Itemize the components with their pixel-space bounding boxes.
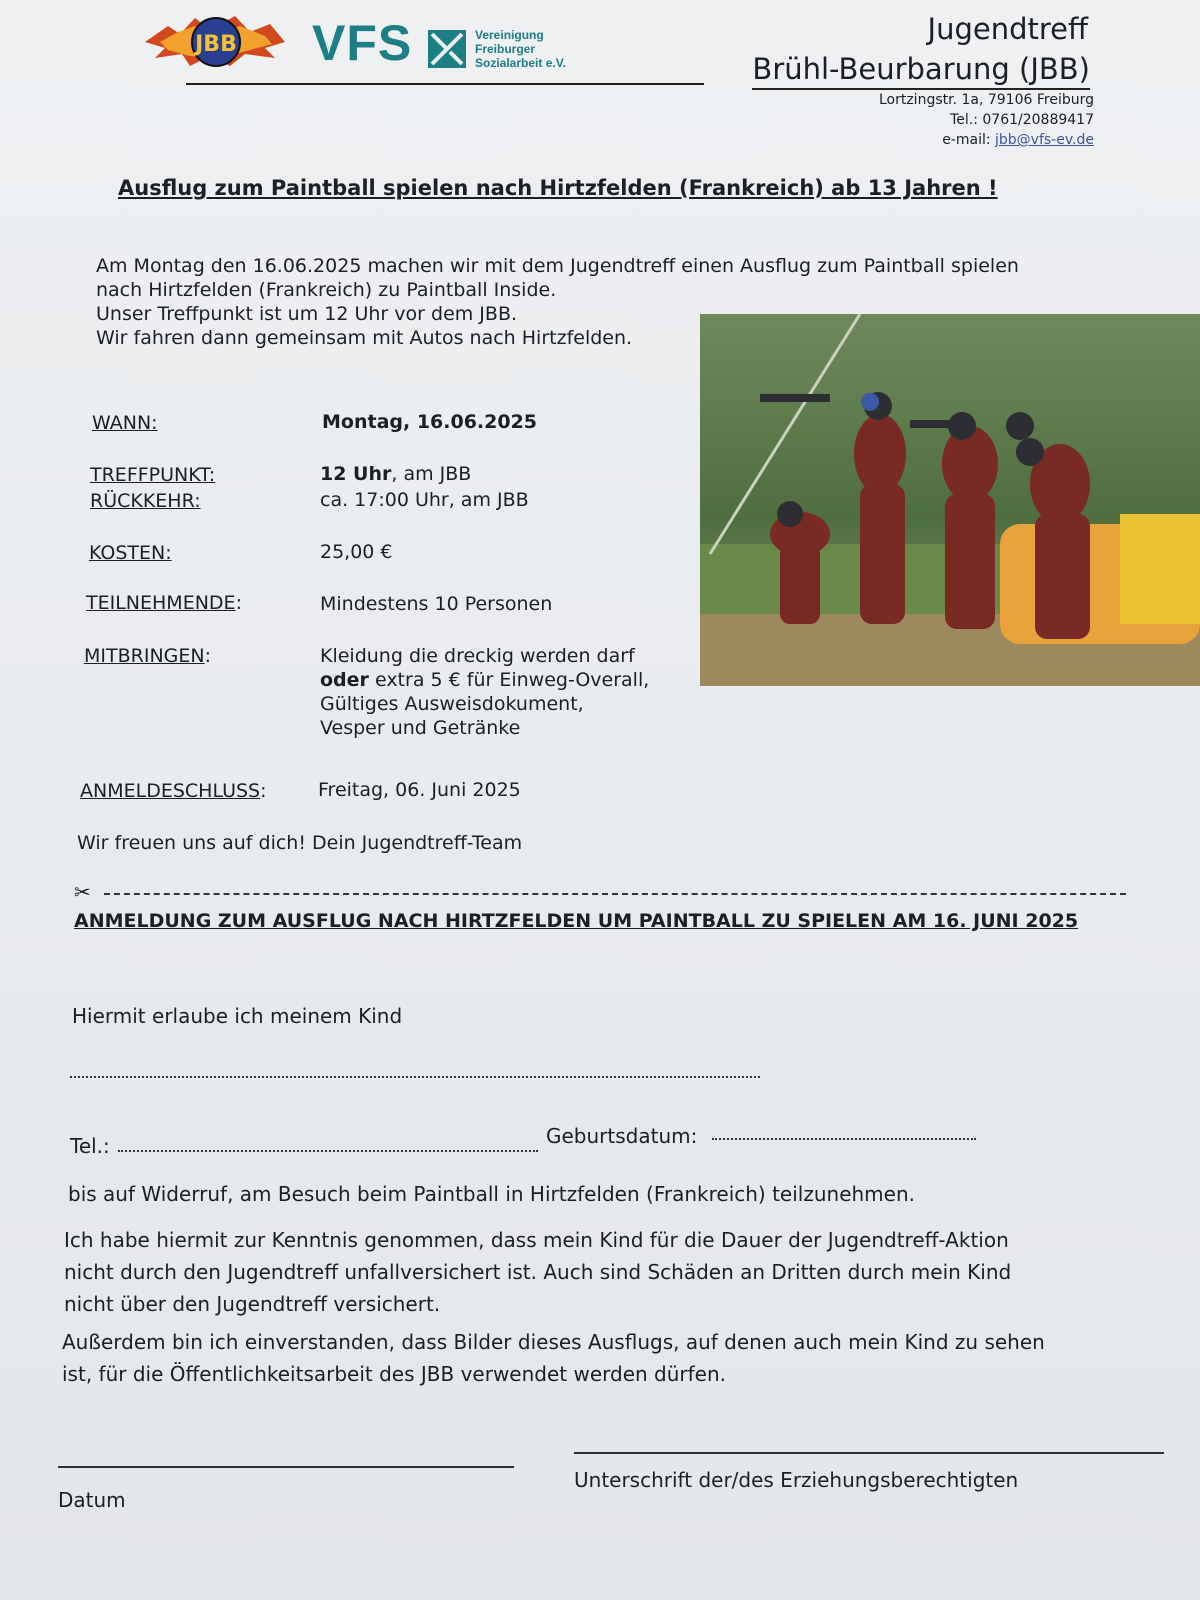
jbb-logo-text: JBB [195, 32, 237, 57]
participate-text: bis auf Widerruf, am Besuch beim Paintball in Hirtzfelden (Frankreich) teilzunehmen. [68, 1182, 915, 1206]
treffpunkt-value: 12 Uhr, am JBB [320, 463, 472, 485]
email-label: e-mail: [942, 132, 996, 148]
flyer-title: Ausflug zum Paintball spielen nach Hirtzfelden (Frankreich) ab 13 Jahren ! [118, 176, 998, 200]
org-name-line1: Jugendtreff [927, 12, 1088, 46]
anmeldeschluss-label: ANMELDESCHLUSS: [80, 780, 267, 802]
signature-line[interactable] [574, 1452, 1164, 1454]
vfs-subtitle: Vereinigung Freiburger Sozialarbeit e.V. [475, 28, 566, 70]
paintball-photo [700, 314, 1200, 686]
jbb-logo [140, 8, 290, 70]
tel-field[interactable] [118, 1150, 538, 1152]
teilnehmende-label: TEILNEHMENDE: [86, 592, 242, 614]
child-name-field[interactable] [70, 1076, 760, 1078]
date-label: Datum [58, 1488, 126, 1512]
org-name-line2: Brühl-Beurbarung (JBB) [752, 52, 1090, 90]
tel-label: Tel.: [70, 1134, 110, 1158]
insurance-text: Ich habe hiermit zur Kenntnis genommen, dass mein Kind für die Dauer der Jugendtreff-Aktion nicht durch den Jugendtreff unfallversichert ist. Auch sind Schäden an Dritten durch mein Kind nicht über den Jugendtreff versichert. [64, 1228, 1012, 1316]
signature-label: Unterschrift der/des Erziehungsberechtigten [574, 1468, 1019, 1492]
anmeldeschluss-value: Freitag, 06. Juni 2025 [318, 779, 521, 801]
kosten-value: 25,00 € [320, 541, 393, 563]
phone: Tel.: 0761/20889417 [950, 112, 1094, 128]
header-rule [186, 83, 704, 85]
teilnehmende-value: Mindestens 10 Personen [320, 593, 553, 615]
mitbringen-list: Kleidung die dreckig werden darf oder extra 5 € für Einweg-Overall, Gültiges Ausweisdokument, Vesper und Getränke [320, 645, 650, 739]
registration-title: ANMELDUNG ZUM AUSFLUG NACH HIRTZFELDEN UM PAINTBALL ZU SPIELEN AM 16. JUNI 2025 [74, 910, 1079, 932]
permit-text: Hiermit erlaube ich meinem Kind [72, 1004, 403, 1028]
vfs-logo-icon [428, 30, 466, 68]
rueckkehr-label: RÜCKKEHR: [90, 490, 201, 512]
photo-consent-text: Außerdem bin ich einverstanden, dass Bilder dieses Ausflugs, auf denen auch mein Kind zu sehen ist, für die Öffentlichkeitsarbeit des JBB verwendet werden dürfen. [62, 1330, 1045, 1386]
treffpunkt-label: TREFFPUNKT: [90, 464, 216, 486]
date-line[interactable] [58, 1466, 514, 1468]
birthdate-label: Geburtsdatum: [546, 1124, 698, 1148]
intro-text: Am Montag den 16.06.2025 machen wir mit dem Jugendtreff einen Ausflug zum Paintball spielen nach Hirtzfelden (Frankreich) zu Paintball Inside. Unser Treffpunkt ist um 12 Uhr vor dem JBB. Wir fahren dann gemeinsam mit Autos nach Hirtzfelden. [96, 255, 1019, 349]
rueckkehr-value: ca. 17:00 Uhr, am JBB [320, 489, 529, 511]
kosten-label: KOSTEN: [89, 542, 172, 564]
closing-text: Wir freuen uns auf dich! Dein Jugendtreff-Team [77, 832, 523, 854]
wann-value: Montag, 16.06.2025 [322, 411, 538, 433]
birthdate-field[interactable] [712, 1138, 976, 1140]
vfs-logo-text: VFS [312, 15, 413, 71]
wann-label: WANN: [92, 412, 158, 434]
cut-line [104, 893, 1126, 895]
email-link[interactable]: jbb@vfs-ev.de [995, 132, 1094, 148]
address: Lortzingstr. 1a, 79106 Freiburg [878, 92, 1094, 108]
mitbringen-label: MITBRINGEN: [84, 645, 212, 667]
contact-block [879, 90, 1094, 150]
scissors-icon: ✂ [74, 880, 91, 904]
